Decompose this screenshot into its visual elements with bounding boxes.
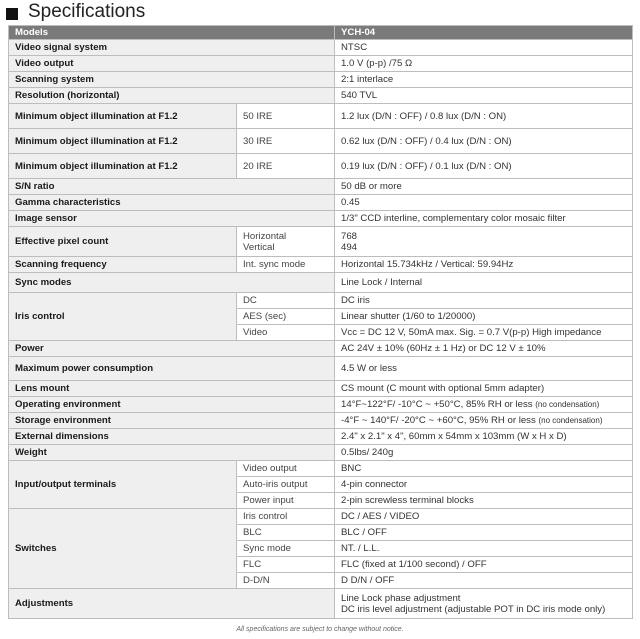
row-sublabel: AES (sec) [237, 309, 335, 325]
row-sublabel: 50 IRE [237, 104, 335, 129]
row-value: 2-pin screwless terminal blocks [335, 493, 633, 509]
row-sublabel: FLC [237, 557, 335, 573]
section-title [0, 2, 640, 24]
row-value [335, 227, 633, 257]
row-label: S/N ratio [9, 179, 335, 195]
table-row [9, 88, 633, 104]
row-value: 2.4" x 2.1" x 4", 60mm x 54mm x 103mm (W x H x D) [335, 429, 633, 445]
row-label: External dimensions [9, 429, 335, 445]
adjustment-line-2: DC iris level adjustment (adjustable POT in DC iris mode only) [341, 603, 606, 615]
row-value [335, 413, 633, 429]
table-row [9, 357, 633, 381]
table-row [9, 273, 633, 293]
row-sublabel: 20 IRE [237, 154, 335, 179]
pixel-horizontal-label: Horizontal [243, 230, 287, 242]
header-label: Models [9, 26, 335, 40]
row-label: Resolution (horizontal) [9, 88, 335, 104]
table-row [9, 509, 633, 525]
row-value [335, 397, 633, 413]
title-text: Specifications [28, 1, 146, 22]
table-row [9, 154, 633, 179]
table-row [9, 381, 633, 397]
storage-env-note: (no condensation) [538, 416, 603, 425]
row-label: Lens mount [9, 381, 335, 397]
op-env-note: (no condensation) [535, 400, 600, 409]
table-row [9, 129, 633, 154]
row-value: 0.62 lux (D/N : OFF) / 0.4 lux (D/N : ON) [335, 129, 633, 154]
row-value: 0.45 [335, 195, 633, 211]
row-sublabel: Video [237, 325, 335, 341]
row-value: Vcc = DC 12 V, 50mA max. Sig. = 0.7 V(p-p) High impedance [335, 325, 633, 341]
table-row [9, 461, 633, 477]
row-label: Sync modes [9, 273, 335, 293]
table-row [9, 211, 633, 227]
row-label: Storage environment [9, 413, 335, 429]
table-row [9, 227, 633, 257]
row-value: NTSC [335, 40, 633, 56]
row-label: Operating environment [9, 397, 335, 413]
row-value: CS mount (C mount with optional 5mm adapter) [335, 381, 633, 397]
spec-table [8, 25, 633, 619]
row-value: 0.19 lux (D/N : OFF) / 0.1 lux (D/N : ON) [335, 154, 633, 179]
row-label: Minimum object illumination at F1.2 [9, 154, 237, 179]
row-value: 540 TVL [335, 88, 633, 104]
row-label: Maximum power consumption [9, 357, 335, 381]
row-sublabel: Auto-iris output [237, 477, 335, 493]
row-label: Scanning frequency [9, 257, 237, 273]
row-value: D D/N / OFF [335, 573, 633, 589]
row-value: 50 dB or more [335, 179, 633, 195]
title-square-icon [6, 8, 18, 20]
pixel-vertical-label: Vertical [243, 241, 275, 253]
row-value: Line Lock / Internal [335, 273, 633, 293]
adjustment-line-1: Line Lock phase adjustment [341, 592, 461, 604]
row-value: 4.5 W or less [335, 357, 633, 381]
row-label: Weight [9, 445, 335, 461]
table-row [9, 445, 633, 461]
pixel-horizontal-value: 768 [341, 230, 358, 242]
row-value: DC / AES / VIDEO [335, 509, 633, 525]
row-sublabel: 30 IRE [237, 129, 335, 154]
row-label: Video output [9, 56, 335, 72]
row-label: Minimum object illumination at F1.2 [9, 104, 237, 129]
row-sublabel: BLC [237, 525, 335, 541]
row-sublabel: Iris control [237, 509, 335, 525]
row-value: 0.5lbs/ 240g [335, 445, 633, 461]
row-label: Video signal system [9, 40, 335, 56]
row-label: Switches [9, 509, 237, 589]
row-label: Adjustments [9, 589, 335, 619]
row-sublabel: Int. sync mode [237, 257, 335, 273]
row-sublabel: Video output [237, 461, 335, 477]
row-value: NT. / L.L. [335, 541, 633, 557]
header-value: YCH-04 [335, 26, 633, 40]
footnote: All specifications are subject to change without notice. [236, 626, 404, 633]
row-value: BLC / OFF [335, 525, 633, 541]
row-sublabel: Sync mode [237, 541, 335, 557]
row-label: Scanning system [9, 72, 335, 88]
row-value: FLC (fixed at 1/100 second) / OFF [335, 557, 633, 573]
row-value: Linear shutter (1/60 to 1/20000) [335, 309, 633, 325]
table-row [9, 413, 633, 429]
row-value: 2:1 interlace [335, 72, 633, 88]
table-row [9, 293, 633, 309]
row-label: Power [9, 341, 335, 357]
row-label: Minimum object illumination at F1.2 [9, 129, 237, 154]
table-row [9, 429, 633, 445]
row-value: DC iris [335, 293, 633, 309]
pixel-vertical-value: 494 [341, 241, 358, 253]
table-row [9, 257, 633, 273]
row-value: BNC [335, 461, 633, 477]
row-label: Image sensor [9, 211, 335, 227]
row-value [335, 589, 633, 619]
row-sublabel [237, 227, 335, 257]
table-row [9, 56, 633, 72]
row-label: Gamma characteristics [9, 195, 335, 211]
row-value: AC 24V ± 10% (60Hz ± 1 Hz) or DC 12 V ± 10% [335, 341, 633, 357]
row-value: 4-pin connector [335, 477, 633, 493]
table-row [9, 104, 633, 129]
table-row [9, 397, 633, 413]
row-label: Effective pixel count [9, 227, 237, 257]
row-value: 1.0 V (p-p) /75 Ω [335, 56, 633, 72]
storage-env-value: -4°F ~ 140°F/ -20°C ~ +60°C, 95% RH or less [341, 415, 536, 426]
table-row [9, 341, 633, 357]
table-row [9, 72, 633, 88]
row-label: Iris control [9, 293, 237, 341]
row-sublabel: Power input [237, 493, 335, 509]
table-row [9, 195, 633, 211]
row-value: 1/3" CCD interline, complementary color mosaic filter [335, 211, 633, 227]
table-header-row [9, 26, 633, 40]
row-sublabel: DC [237, 293, 335, 309]
table-row [9, 40, 633, 56]
row-label: Input/output terminals [9, 461, 237, 509]
row-value: Horizontal 15.734kHz / Vertical: 59.94Hz [335, 257, 633, 273]
op-env-value: 14°F~122°F/ -10°C ~ +50°C, 85% RH or less [341, 399, 533, 410]
table-row [9, 179, 633, 195]
row-value: 1.2 lux (D/N : OFF) / 0.8 lux (D/N : ON) [335, 104, 633, 129]
table-row [9, 589, 633, 619]
row-sublabel: D-D/N [237, 573, 335, 589]
